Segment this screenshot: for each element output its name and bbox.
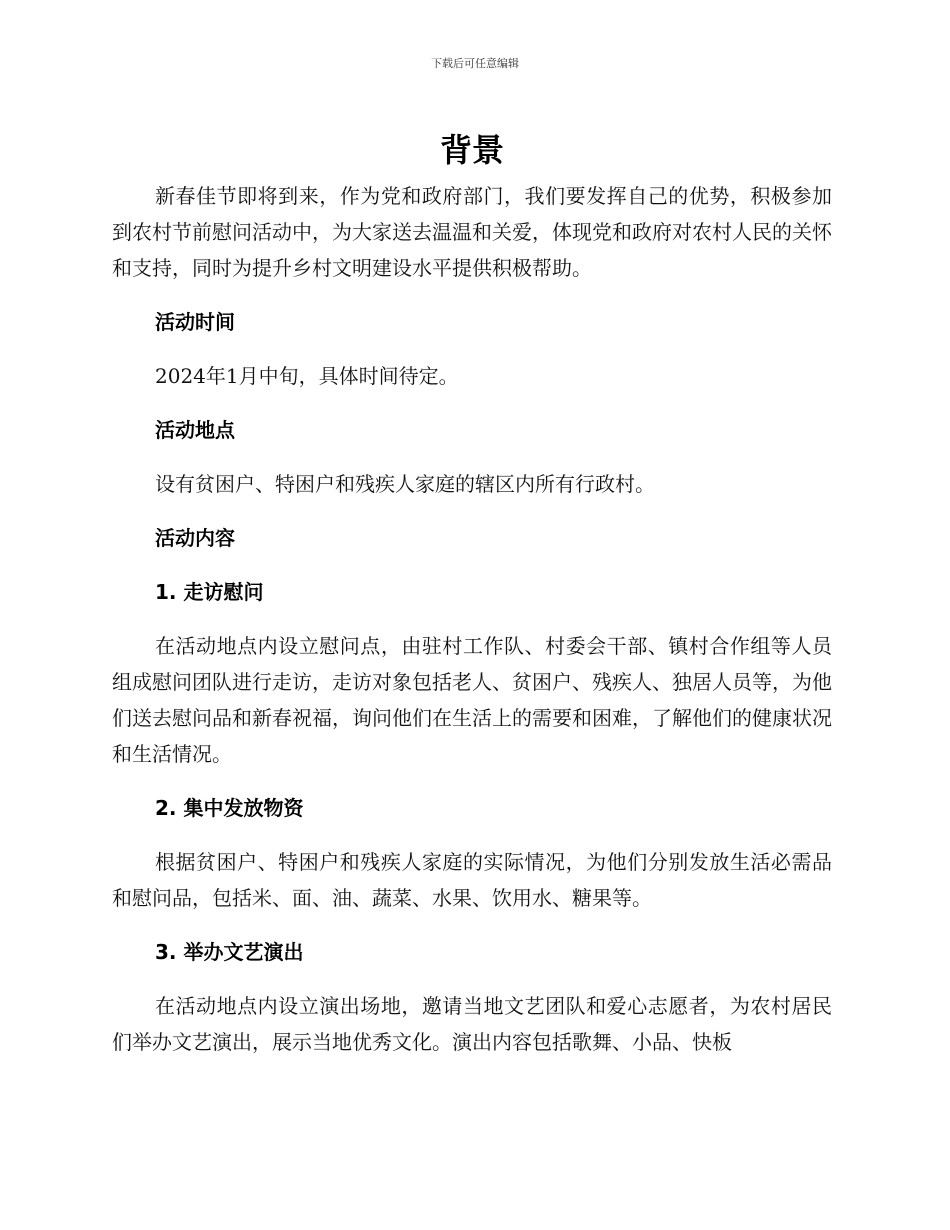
item-text-performance: 在活动地点内设立演出场地，邀请当地文艺团队和爱心志愿者，为农村居民们举办文艺演出，展示当地优秀文化。演出内容包括歌舞、小品、快板	[112, 994, 832, 1054]
spacer	[112, 772, 832, 790]
section-heading-content: 活动内容	[155, 526, 235, 550]
document-title: 背景	[439, 131, 504, 169]
document-body	[112, 128, 832, 1060]
spacer	[112, 826, 832, 844]
spacer	[112, 502, 832, 520]
spacer	[112, 448, 832, 466]
location-text: 设有贫困户、特困户和残疾人家庭的辖区内所有行政村。	[155, 472, 655, 496]
item-heading-supplies: 2. 集中发放物资	[155, 796, 304, 820]
intro-paragraph: 新春佳节即将到来，作为党和政府部门，我们要发挥自己的优势，积极参加到农村节前慰问活动中，为大家送去温温和关爱，体现党和政府对农村人民的关怀和支持，同时为提升乡村文明建设水平提供积极帮助。	[112, 184, 832, 280]
section-heading-time: 活动时间	[155, 310, 235, 334]
time-text: 2024年1月中旬，具体时间待定。	[155, 364, 459, 388]
spacer	[112, 286, 832, 304]
item-text-visit: 在活动地点内设立慰问点，由驻村工作队、村委会干部、镇村合作组等人员组成慰问团队进行走访，走访对象包括老人、贫困户、残疾人、独居人员等，为他们送去慰问品和新春祝福，询问他们在生活上的需要和困难，了解他们的健康状况和生活情况。	[112, 634, 832, 766]
item-heading-visit: 1. 走访慰问	[155, 580, 264, 604]
spacer	[112, 394, 832, 412]
section-heading-location: 活动地点	[155, 418, 235, 442]
header-note: 下载后可任意编辑	[431, 57, 519, 70]
spacer	[112, 970, 832, 988]
spacer	[112, 340, 832, 358]
item-heading-performance: 3. 举办文艺演出	[155, 940, 304, 964]
spacer	[112, 556, 832, 574]
spacer	[112, 610, 832, 628]
item-text-supplies: 根据贫困户、特困户和残疾人家庭的实际情况，为他们分别发放生活必需品和慰问品，包括米、面、油、蔬菜、水果、饮用水、糖果等。	[112, 850, 832, 910]
spacer	[112, 916, 832, 934]
